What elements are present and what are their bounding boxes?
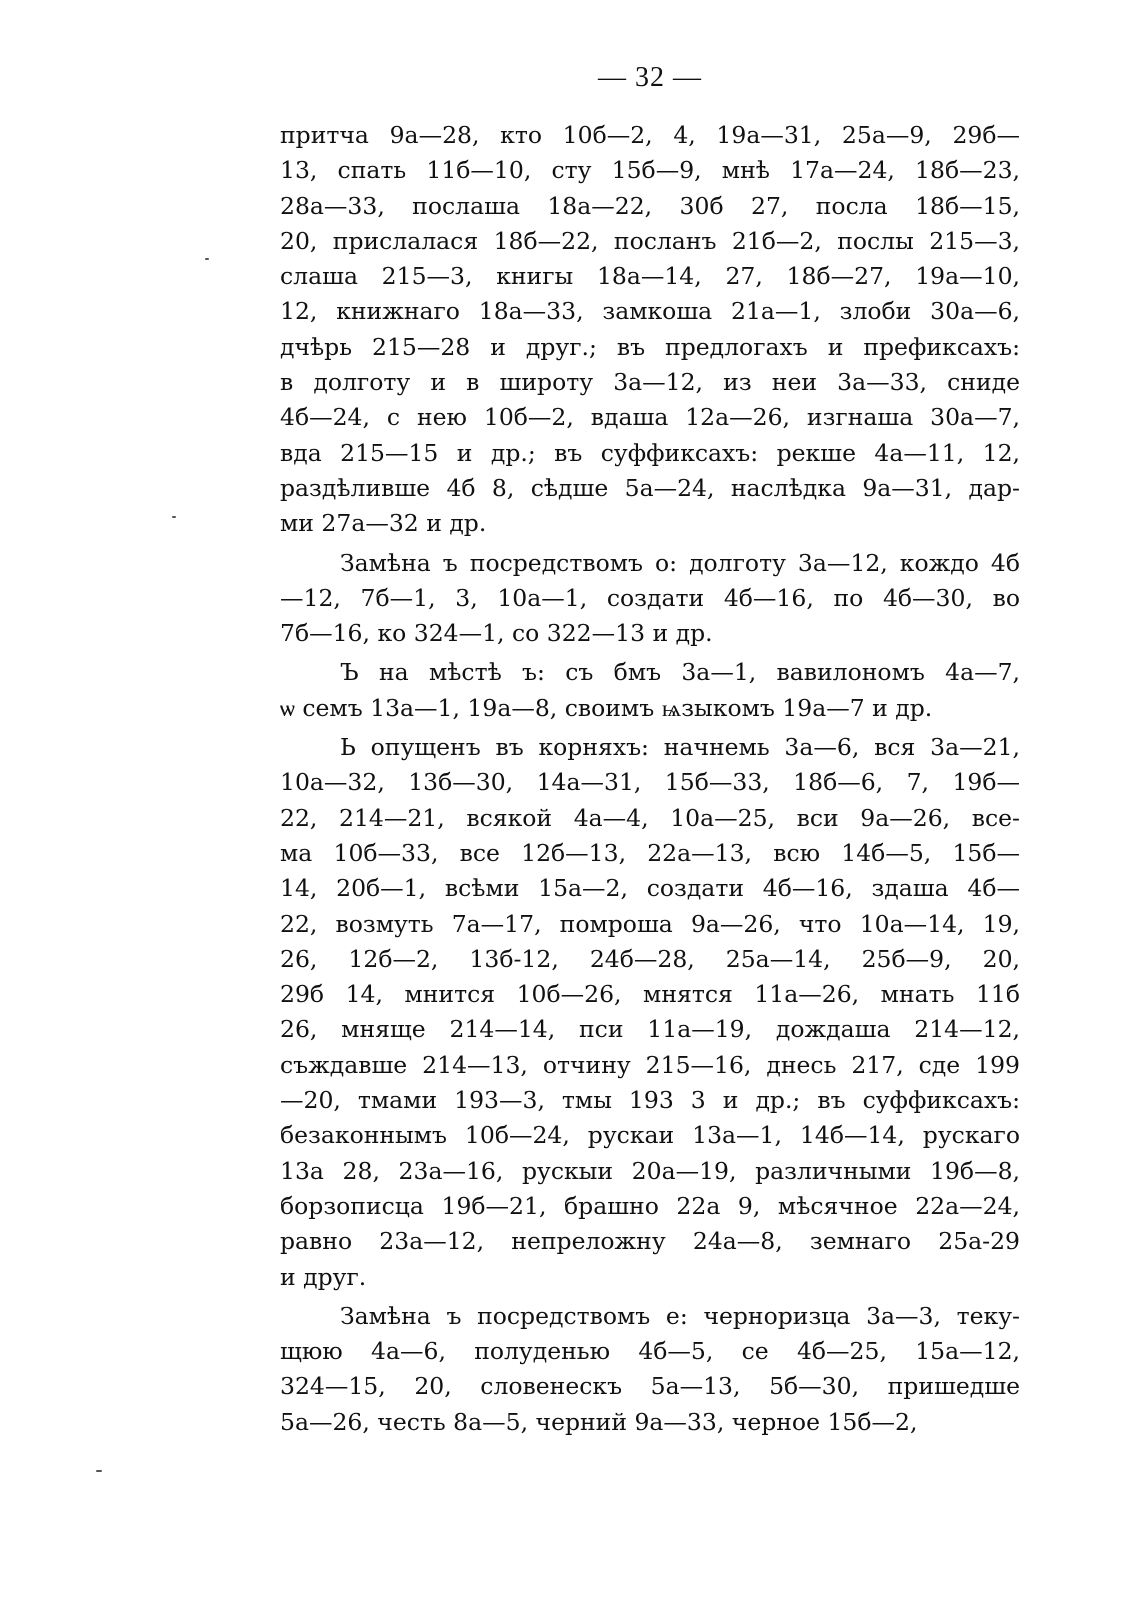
text-line: ма 10б—33, все 12б—13, 22а—13, всю 14б—5, 15б— [280, 838, 1020, 867]
paragraph [280, 546, 1020, 652]
scan-speck [205, 258, 209, 260]
text-line: раздѣливше 4б 8, сѣдше 5а—24, наслѣдка 9а—31, дар- [280, 473, 1020, 502]
text-line: 14, 20б—1, всѣми 15а—2, создати 4б—16, здаша 4б— [280, 874, 1020, 903]
text-line: 22, 214—21, всякой 4а—4, 10а—25, вси 9а—26, все- [280, 803, 1020, 832]
text-line: —12, 7б—1, 3, 10а—1, создати 4б—16, по 4б—30, во [280, 583, 1020, 612]
text-line: Замѣна ъ посредствомъ о: долготу 3а—12, кождо 4б [340, 548, 1020, 577]
text-line: слаша 215—3, книгы 18а—14, 27, 18б—27, 19а—10, [280, 262, 1020, 291]
text-line: 10а—32, 13б—30, 14а—31, 15б—33, 18б—6, 7, 19б— [280, 768, 1020, 797]
text-line: ми 27а—32 и др. [280, 509, 487, 538]
text-line: и друг. [280, 1262, 367, 1291]
text-line: борзописца 19б—21, брашно 22а 9, мѣсячное 22а—24, [280, 1191, 1020, 1220]
text-line: съждавше 214—13, отчину 215—16, днесь 217, сде 199 [280, 1050, 1020, 1079]
text-line: Замѣна ъ посредствомъ е: черноризца 3а—3, теку- [340, 1301, 1020, 1330]
body-text [280, 118, 1020, 1440]
scan-speck [96, 1470, 102, 1472]
text-line: 26, мняще 214—14, пси 11а—19, дождаша 214—12, [280, 1015, 1020, 1044]
text-line: 13а 28, 23а—16, рускыи 20а—19, различными 19б—8, [280, 1156, 1020, 1185]
text-line: 5а—26, честь 8а—5, черний 9а—33, черное 15б—2, [280, 1407, 918, 1436]
text-line: 22, возмуть 7а—17, помроша 9а—26, что 10а—14, 19, [280, 909, 1020, 938]
text-line: в долготу и в широту 3а—12, из неи 3а—33, сниде [280, 368, 1020, 397]
text-line: 7б—16, ко 324—1, со 322—13 и др. [280, 619, 713, 648]
text-line: 12, книжнаго 18а—33, замкоша 21а—1, злоби 30а—6, [280, 297, 1020, 326]
text-line: ѡ семъ 13а—1, 19а—8, своимъ ѩзыкомъ 19а—7 и др. [280, 693, 933, 722]
text-line: 13, спать 11б—10, сту 15б—9, мнѣ 17а—24, 18б—23, [280, 156, 1020, 185]
text-line: Ъ на мѣстѣ ъ: съ бмъ 3а—1, вавилономъ 4а—7, [340, 658, 1020, 687]
paragraph [280, 655, 1020, 726]
text-line: —20, тмами 193—3, тмы 193 3 и др.; въ суффиксахъ: [280, 1086, 1020, 1115]
paragraph [280, 730, 1020, 1295]
text-line: 29б 14, мнится 10б—26, мнятся 11а—26, мнать 11б [280, 980, 1020, 1009]
text-line: 26, 12б—2, 13б-12, 24б—28, 25а—14, 25б—9, 20, [280, 944, 1020, 973]
text-line: равно 23а—12, непреложну 24а—8, земнаго 25а-29 [280, 1227, 1020, 1256]
text-line: дчѣрь 215—28 и друг.; въ предлогахъ и префиксахъ: [280, 332, 1020, 361]
text-line: Ь опущенъ въ корняхъ: начнемь 3а—6, вся 3а—21, [340, 733, 1020, 762]
paragraph [280, 1299, 1020, 1440]
text-line: 20, прислалася 18б—22, посланъ 21б—2, послы 215—3, [280, 226, 1020, 255]
text-line: 324—15, 20, словенескъ 5а—13, 5б—30, пришедше [280, 1372, 1020, 1401]
scan-speck [172, 516, 176, 518]
text-line: 28а—33, послаша 18а—22, 30б 27, посла 18б—15, [280, 191, 1020, 220]
text-line: щюю 4а—6, полуденью 4б—5, се 4б—25, 15а—12, [280, 1337, 1020, 1366]
paragraph [280, 118, 1020, 542]
text-line: вда 215—15 и др.; въ суффиксахъ: рекше 4а—11, 12, [280, 438, 1020, 467]
page-number: — 32 — [598, 62, 702, 93]
text-line: безаконнымъ 10б—24, рускаи 13а—1, 14б—14, рускаго [280, 1121, 1020, 1150]
text-line: притча 9а—28, кто 10б—2, 4, 19а—31, 25а—9, 29б— [280, 121, 1020, 149]
text-line: 4б—24, с нею 10б—2, вдаша 12а—26, изгнаша 30а—7, [280, 403, 1020, 432]
